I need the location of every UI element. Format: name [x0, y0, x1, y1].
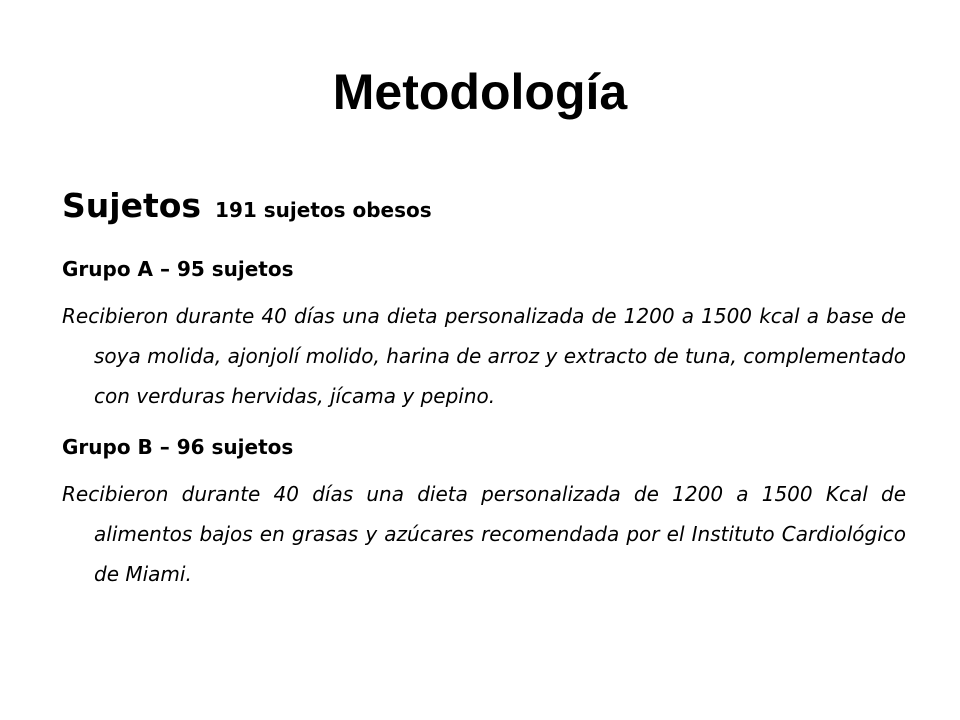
group-b-description: Recibieron durante 40 días una dieta personalizada de 1200 a 1500 Kcal de alimentos bajos en grasas y azúcares recomendada por el Instituto Cardiológico de Miami. [62, 482, 906, 586]
slide-title: Metodología [332, 64, 628, 120]
group-a-heading: Grupo A – 95 sujetos [62, 257, 294, 281]
subjects-count: 191 sujetos obesos [215, 198, 432, 222]
subjects-heading: Sujetos [62, 186, 202, 225]
group-a-description: Recibieron durante 40 días una dieta personalizada de 1200 a 1500 kcal a base de soya molida, ajonjolí molido, harina de arroz y extracto de tuna, complementado con verduras hervidas, jícama y pepino. [62, 304, 906, 408]
subjects-line [62, 178, 906, 240]
slide-content [62, 178, 906, 605]
group-b-heading: Grupo B – 96 sujetos [62, 435, 294, 459]
